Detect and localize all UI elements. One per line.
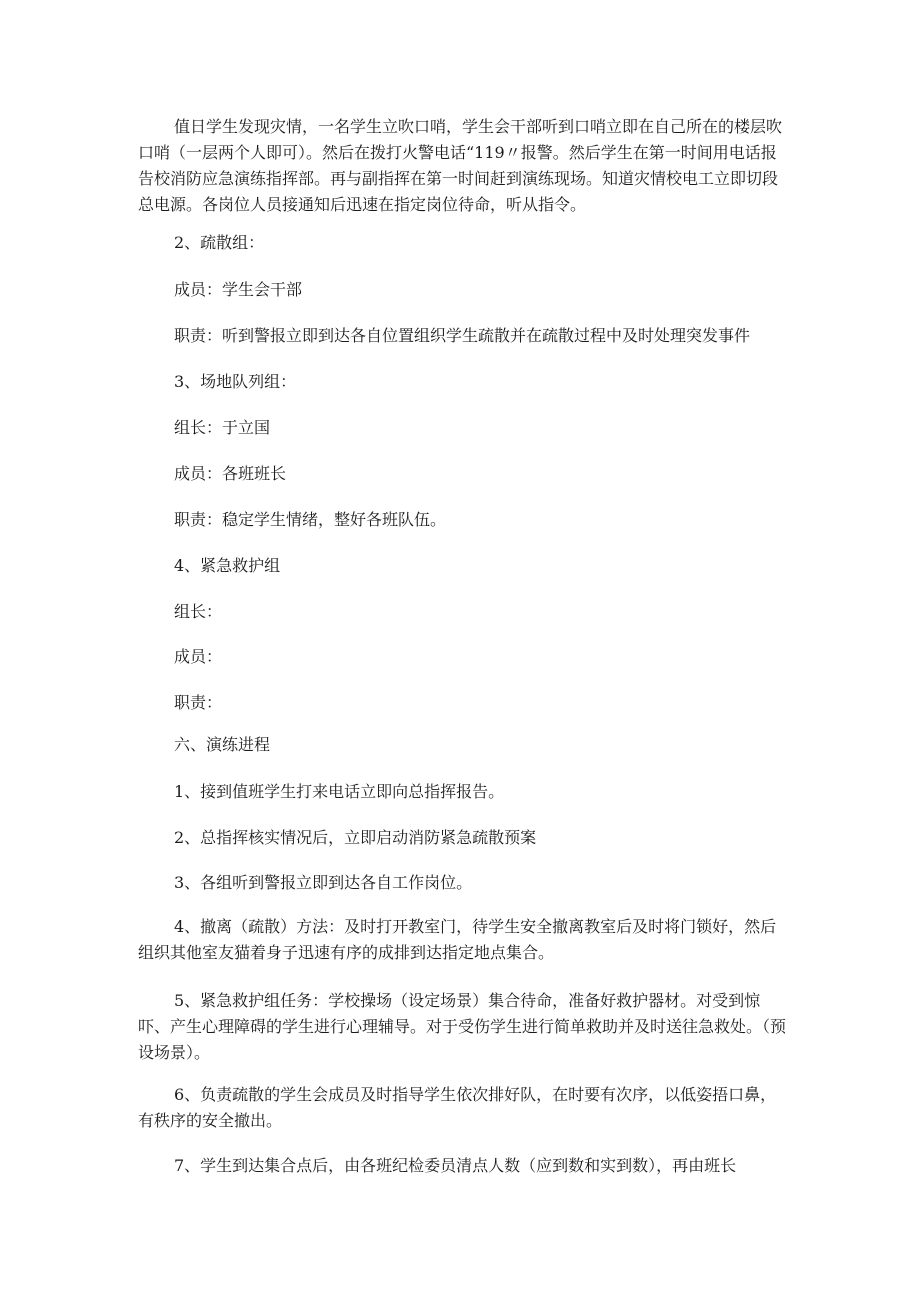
process-step-7: 7、学生到达集合点后，由各班纪检委员清点人数（应到数和实到数），再由班长 [174, 1156, 737, 1175]
heading-drill-process: 六、演练进程 [174, 735, 271, 754]
heading-emergency-rescue-group: 4、紧急救护组 [174, 556, 281, 575]
process-step-5: 5、紧急救护组任务：学校操场（设定场景）集合待命，准备好救护器材。对受到惊吓、产生心理障碍的学生进行心理辅导。对于受伤学生进行简单救助并及时送往急救处。（预设场景）。 [138, 991, 787, 1062]
process-step-3: 3、各组听到警报立即到达各自工作岗位。 [174, 873, 473, 892]
heading-site-formation-group: 3、场地队列组： [174, 372, 297, 391]
site-formation-members: 成员：各班班长 [174, 464, 287, 483]
rescue-duties: 职责： [174, 693, 223, 712]
heading-evacuation-group: 2、疏散组： [174, 233, 265, 252]
evacuation-duties: 职责：听到警报立即到达各自位置组织学生疏散并在疏散过程中及时处理突发事件 [174, 326, 751, 345]
site-formation-leader: 组长：于立国 [174, 418, 271, 437]
rescue-leader: 组长： [174, 602, 223, 621]
process-step-2: 2、总指挥核实情况后，立即启动消防紧急疏散预案 [174, 828, 537, 847]
evacuation-members: 成员：学生会干部 [174, 280, 303, 299]
process-step-1: 1、接到值班学生打来电话立即向总指挥报告。 [174, 782, 505, 801]
process-step-4: 4、撤离（疏散）方法：及时打开教室门，待学生安全撤离教室后及时将门锁好，然后组织其他室友猫着身子迅速有序的成排到达指定地点集合。 [138, 917, 777, 962]
paragraph-alarm-procedure: 值日学生发现灾情，一名学生立吹口哨，学生会干部听到口哨立即在自己所在的楼层吹口哨（一层两个人即可）。然后在拨打火警电话“119〃报警。然后学生在第一时间用电话报告校消防应急演练指挥部。再与副指挥在第一时间赶到演练现场。知道灾情校电工立即切段总电源。各岗位人员接通知后迅速在指定岗位待命，听从指令。 [138, 117, 783, 214]
site-formation-duties: 职责：稳定学生情绪，整好各班队伍。 [174, 510, 447, 529]
process-step-6: 6、负责疏散的学生会成员及时指导学生依次排好队，在时要有次序，以低姿捂口鼻，有秩序的安全撤出。 [138, 1085, 777, 1130]
rescue-members: 成员： [174, 647, 223, 666]
